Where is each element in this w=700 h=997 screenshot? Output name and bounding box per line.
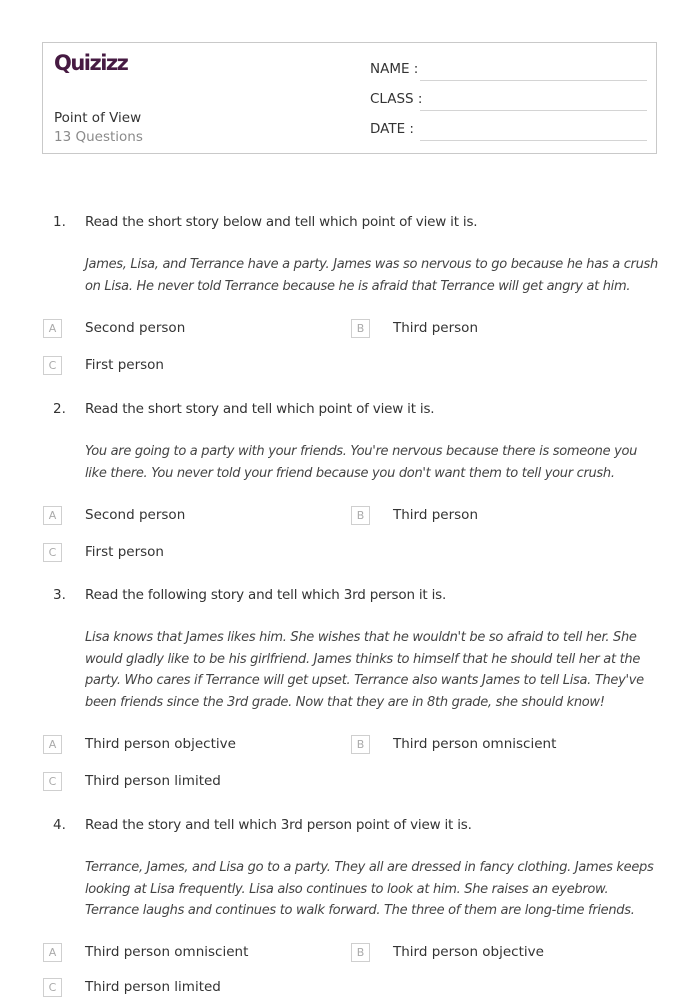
date-label: DATE : xyxy=(370,121,414,137)
question-prompt: Read the short story and tell which point of view it is. xyxy=(85,401,435,417)
name-label: NAME : xyxy=(370,61,419,77)
option-c-box[interactable]: C xyxy=(43,772,62,791)
name-line xyxy=(420,80,647,81)
question-number: 2. xyxy=(53,401,66,417)
date-line xyxy=(420,140,647,141)
option-b-text: Third person objective xyxy=(393,944,544,960)
option-a-text: Third person objective xyxy=(85,736,236,752)
option-c-text: Third person limited xyxy=(85,979,221,995)
option-a-text: Second person xyxy=(85,507,186,523)
option-b-box[interactable]: B xyxy=(351,319,370,338)
question-passage: Lisa knows that James likes him. She wishes that he wouldn't be so afraid to tell her. She would gladly like to be his girlfriend. James thinks to himself that he should tell her at the party. Who cares if Terrance will get upset. Terrance also wants James to tell Lisa. They've been friends since the 3rd grade. Now that they are in 8th grade, she should know! xyxy=(85,630,644,710)
option-a-box[interactable]: A xyxy=(43,943,62,962)
option-c-text: First person xyxy=(85,544,164,560)
class-field[interactable] xyxy=(370,91,647,111)
option-b-box[interactable]: B xyxy=(351,943,370,962)
name-field[interactable] xyxy=(370,61,647,81)
option-a-text: Third person omniscient xyxy=(85,944,249,960)
class-line xyxy=(420,110,647,111)
option-c-text: Third person limited xyxy=(85,773,221,789)
option-a-box[interactable]: A xyxy=(43,319,62,338)
question-prompt: Read the following story and tell which 3rd person it is. xyxy=(85,587,447,603)
question-count: 13 Questions xyxy=(54,129,143,145)
question-passage: You are going to a party with your friends. You're nervous because there is someone you like there. You never told your friend because you don't want them to tell your crush. xyxy=(85,444,638,481)
question-prompt: Read the story and tell which 3rd person point of view it is. xyxy=(85,817,472,833)
quizizz-logo: Quizizz xyxy=(54,51,128,75)
option-b-text: Third person xyxy=(393,507,479,523)
question-number: 3. xyxy=(53,587,66,603)
option-b-text: Third person omniscient xyxy=(393,736,557,752)
question-passage: Terrance, James, and Lisa go to a party. They all are dressed in fancy clothing. James keeps looking at Lisa frequently. Lisa also continues to look at him. She raises an eyebrow. Terrance laughs and continues to walk forward. The three of them are long-time friends. xyxy=(85,860,654,918)
question-passage: James, Lisa, and Terrance have a party. James was so nervous to go because he has a crush on Lisa. He never told Terrance because he is afraid that Terrance will get angry at him. xyxy=(85,257,658,294)
question-number: 1. xyxy=(53,214,66,230)
option-c-box[interactable]: C xyxy=(43,356,62,375)
option-a-box[interactable]: A xyxy=(43,506,62,525)
date-field[interactable] xyxy=(370,121,647,141)
option-b-box[interactable]: B xyxy=(351,735,370,754)
option-c-box[interactable]: C xyxy=(43,978,62,997)
option-c-text: First person xyxy=(85,357,164,373)
option-b-box[interactable]: B xyxy=(351,506,370,525)
option-a-text: Second person xyxy=(85,320,186,336)
option-a-box[interactable]: A xyxy=(43,735,62,754)
option-c-box[interactable]: C xyxy=(43,543,62,562)
class-label: CLASS : xyxy=(370,91,423,107)
option-b-text: Third person xyxy=(393,320,479,336)
worksheet-header xyxy=(42,42,657,154)
question-prompt: Read the short story below and tell which point of view it is. xyxy=(85,214,478,230)
question-number: 4. xyxy=(53,817,66,833)
worksheet-title: Point of View xyxy=(54,110,142,126)
